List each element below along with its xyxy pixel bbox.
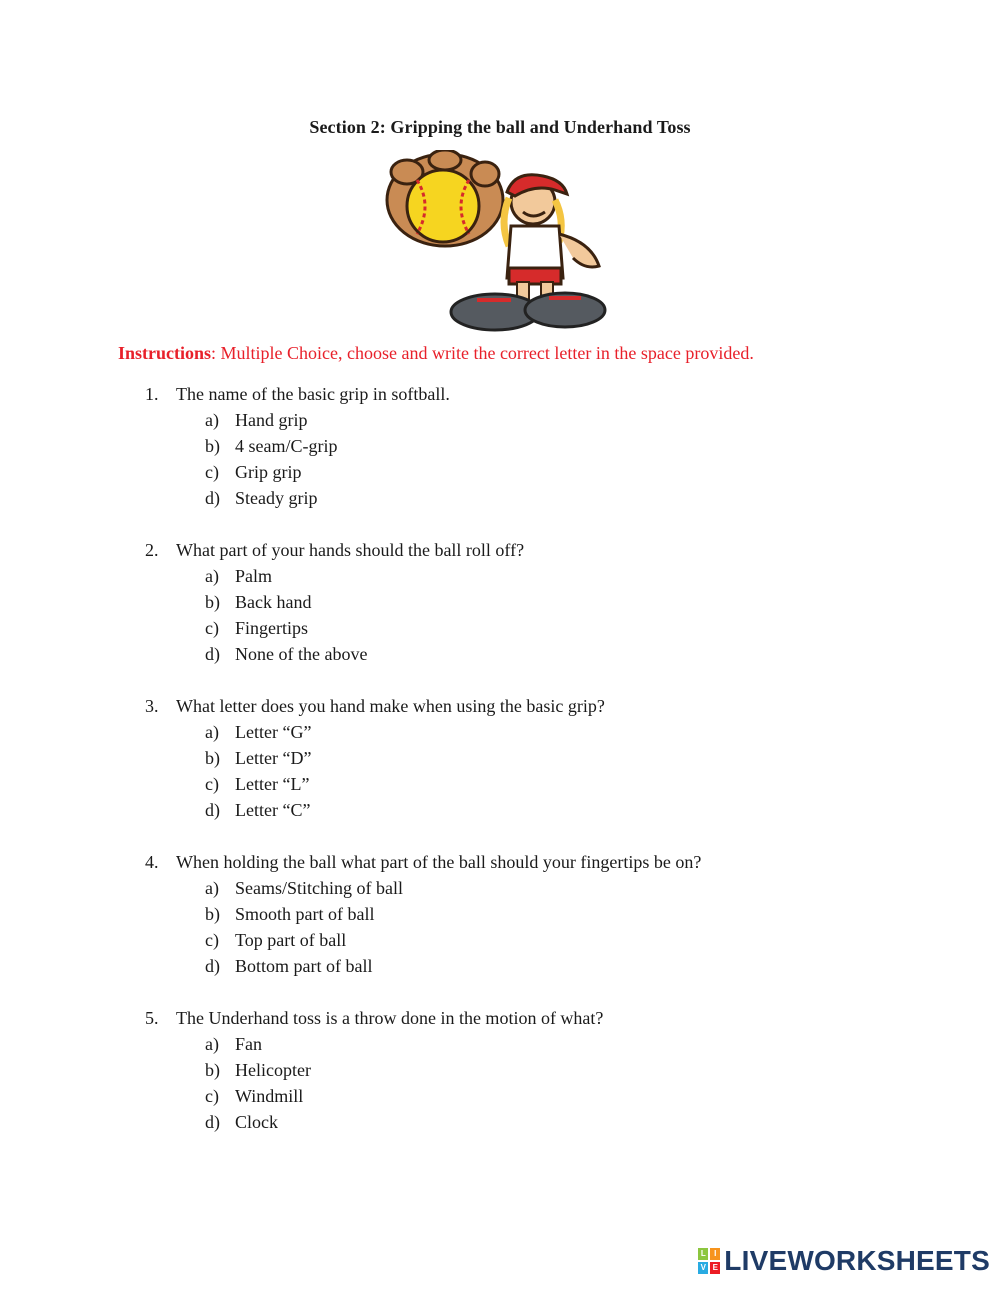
option-d (145, 485, 945, 511)
option-text: Letter “D” (235, 748, 312, 768)
option-text: Smooth part of ball (235, 904, 375, 924)
option-letter: b) (205, 1060, 220, 1080)
question-4 (145, 849, 945, 979)
option-text: Bottom part of ball (235, 956, 373, 976)
question-5 (145, 1005, 945, 1135)
question-list (145, 381, 945, 1161)
option-letter: d) (205, 488, 220, 508)
option-b (145, 433, 945, 459)
instructions-text: : Multiple Choice, choose and write the correct letter in the space provided. (211, 343, 754, 363)
option-c (145, 927, 945, 953)
option-letter: d) (205, 644, 220, 664)
option-d (145, 641, 945, 667)
option-letter: c) (205, 930, 219, 950)
question-number: 1. (145, 384, 159, 404)
question-text: What letter does you hand make when using the basic grip? (176, 696, 605, 716)
option-text: Steady grip (235, 488, 318, 508)
option-letter: d) (205, 1112, 220, 1132)
option-letter: c) (205, 618, 219, 638)
option-c (145, 1083, 945, 1109)
option-b (145, 745, 945, 771)
option-text: Palm (235, 566, 273, 586)
logo-letter-l: L (698, 1248, 708, 1260)
instructions-label: Instructions (118, 343, 212, 363)
option-text: Fan (235, 1034, 262, 1054)
option-letter: d) (205, 956, 220, 976)
option-text: Letter “G” (235, 722, 312, 742)
option-text: None of the above (235, 644, 368, 664)
option-letter: b) (205, 904, 220, 924)
option-text: Back hand (235, 592, 312, 612)
option-b (145, 901, 945, 927)
option-b (145, 1057, 945, 1083)
option-text: Fingertips (235, 618, 309, 638)
question-1 (145, 381, 945, 511)
option-a (145, 407, 945, 433)
option-text: Seams/Stitching of ball (235, 878, 403, 898)
option-letter: c) (205, 462, 219, 482)
option-letter: c) (205, 1086, 219, 1106)
liveworksheets-icon (698, 1248, 720, 1274)
brand-name: LIVEWORKSHEETS (724, 1245, 990, 1276)
option-c (145, 459, 945, 485)
question-text: What part of your hands should the ball roll off? (176, 540, 525, 560)
option-a (145, 875, 945, 901)
question-3 (145, 693, 945, 823)
option-text: Helicopter (235, 1060, 311, 1080)
option-d (145, 1109, 945, 1135)
liveworksheets-logo[interactable] (698, 1245, 990, 1277)
option-a (145, 563, 945, 589)
option-text: Letter “C” (235, 800, 311, 820)
question-number: 2. (145, 540, 159, 560)
option-letter: d) (205, 800, 220, 820)
question-number: 3. (145, 696, 159, 716)
option-letter: a) (205, 1034, 219, 1054)
softball-player-icon (385, 150, 615, 335)
option-letter: c) (205, 774, 219, 794)
option-text: Windmill (235, 1086, 304, 1106)
option-text: Top part of ball (235, 930, 347, 950)
option-c (145, 771, 945, 797)
option-letter: b) (205, 748, 220, 768)
option-text: Hand grip (235, 410, 308, 430)
option-d (145, 953, 945, 979)
option-letter: b) (205, 592, 220, 612)
softball-player-illustration (385, 150, 615, 335)
option-a (145, 719, 945, 745)
option-text: 4 seam/C-grip (235, 436, 338, 456)
option-letter: a) (205, 410, 219, 430)
option-text: Letter “L” (235, 774, 310, 794)
instructions (118, 343, 754, 364)
question-2 (145, 537, 945, 667)
logo-letter-e: E (710, 1262, 720, 1274)
option-d (145, 797, 945, 823)
option-text: Clock (235, 1112, 278, 1132)
option-letter: b) (205, 436, 220, 456)
question-text: The Underhand toss is a throw done in the motion of what? (176, 1008, 604, 1028)
option-letter: a) (205, 566, 219, 586)
logo-letter-v: V (698, 1262, 708, 1274)
question-number: 5. (145, 1008, 159, 1028)
question-number: 4. (145, 852, 159, 872)
option-c (145, 615, 945, 641)
option-letter: a) (205, 722, 219, 742)
option-text: Grip grip (235, 462, 302, 482)
option-letter: a) (205, 878, 219, 898)
question-text: When holding the ball what part of the ball should your fingertips be on? (176, 852, 702, 872)
option-a (145, 1031, 945, 1057)
option-b (145, 589, 945, 615)
question-text: The name of the basic grip in softball. (176, 384, 450, 404)
logo-letter-i: I (710, 1248, 720, 1260)
page-title: Section 2: Gripping the ball and Underhand Toss (309, 117, 691, 137)
